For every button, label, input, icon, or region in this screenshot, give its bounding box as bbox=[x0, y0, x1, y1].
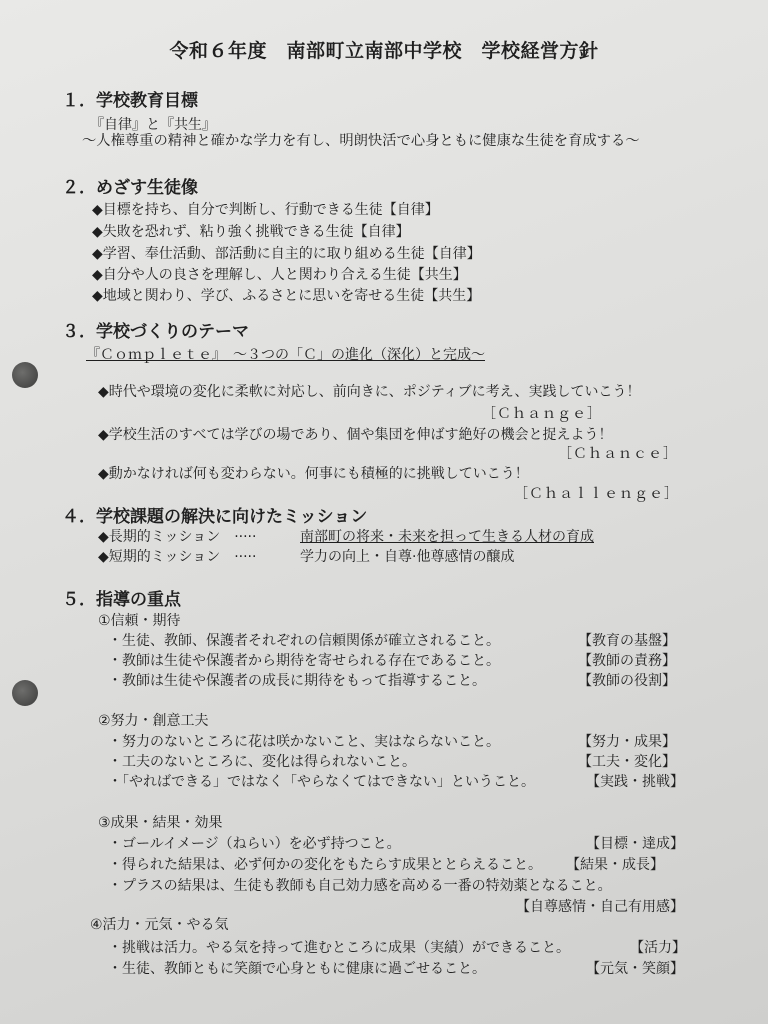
goal-keywords: 『自律』と『共生』 bbox=[90, 117, 216, 133]
student-item: ◆自分や人の良さを理解し、人と関わり合える生徒【共生】 bbox=[92, 267, 467, 283]
guidance-group-title: ①信頼・期待 bbox=[98, 613, 181, 629]
guidance-group-title: ③成果・結果・効果 bbox=[98, 815, 223, 831]
section-student-heading: ２．めざす生徒像 bbox=[62, 178, 198, 198]
mission-text-short: 学力の向上・自尊·他尊感情の醸成 bbox=[300, 549, 515, 565]
guidance-tag: 【活力】 bbox=[630, 940, 686, 956]
guidance-item: ・教師は生徒や保護者の成長に期待をもって指導すること。 bbox=[108, 673, 486, 689]
guidance-tag: 【努力・成果】 bbox=[578, 734, 676, 750]
theme-tag-challenge: ［Ｃｈａｌｌｅｎｇｅ］ bbox=[514, 486, 679, 502]
guidance-item: ・努力のないところに花は咲かないこと、実はならないこと。 bbox=[108, 734, 500, 750]
guidance-tag: 【教師の役割】 bbox=[578, 673, 676, 689]
section-guidance-heading: ５．指導の重点 bbox=[62, 590, 181, 610]
section-mission-heading: ４．学校課題の解決に向けたミッション bbox=[62, 507, 368, 527]
section-goal-heading: １．学校教育目標 bbox=[62, 91, 198, 111]
guidance-item: ・挑戦は活力。やる気を持って進むところに成果（実績）ができること。 bbox=[108, 940, 570, 956]
guidance-tag: 【工夫・変化】 bbox=[578, 754, 676, 770]
guidance-group-title: ④活力・元気・やる気 bbox=[90, 917, 229, 933]
guidance-item: ・ゴールイメージ（ねらい）を必ず持つこと。 bbox=[108, 836, 401, 852]
theme-subtitle: 『Ｃｏｍｐｌｅｔｅ』 〜３つの「Ｃ」の進化（深化）と完成〜 bbox=[86, 347, 485, 363]
section-theme-heading: ３．学校づくりのテーマ bbox=[62, 322, 249, 342]
guidance-item: ・生徒、教師、保護者それぞれの信頼関係が確立されること。 bbox=[108, 633, 500, 649]
guidance-item: ・工夫のないところに、変化は得られないこと。 bbox=[108, 754, 416, 770]
guidance-item: ・プラスの結果は、生徒も教師も自己効力感を高める一番の特効薬となること。 bbox=[108, 878, 612, 894]
student-item: ◆失敗を恐れず、粘り強く挑戦できる生徒【自律】 bbox=[92, 224, 410, 240]
punch-hole bbox=[12, 362, 38, 388]
goal-statement: 〜人権尊重の精神と確かな学力を有し、明朗快活で心身ともに健康な生徒を育成する〜 bbox=[82, 133, 640, 149]
mission-label-long: ◆長期的ミッション ····· bbox=[98, 529, 257, 545]
guidance-tag: 【教育の基盤】 bbox=[578, 633, 676, 649]
student-item: ◆学習、奉仕活動、部活動に自主的に取り組める生徒【自律】 bbox=[92, 246, 481, 262]
student-item: ◆地域と関わり、学び、ふるさとに思いを寄せる生徒【共生】 bbox=[92, 288, 481, 304]
guidance-tag: 【教師の責務】 bbox=[578, 653, 676, 669]
student-item: ◆目標を持ち、自分で判断し、行動できる生徒【自律】 bbox=[92, 202, 439, 218]
theme-item: ◆動かなければ何も変わらない。何事にも積極的に挑戦していこう！ bbox=[98, 466, 529, 482]
guidance-tag: 【元気・笑顔】 bbox=[586, 961, 684, 977]
document-title: 令和６年度 南部町立南部中学校 学校経営方針 bbox=[169, 40, 599, 62]
punch-hole bbox=[12, 680, 38, 706]
guidance-tag: 【結果・成長】 bbox=[566, 857, 664, 873]
guidance-tag: 【実践・挑戦】 bbox=[586, 774, 684, 790]
guidance-item: ・得られた結果は、必ず何かの変化をもたらす成果ととらえること。 bbox=[108, 857, 542, 873]
theme-item: ◆時代や環境の変化に柔軟に対応し、前向きに、ポジティブに考え、実践していこう！ bbox=[98, 384, 641, 400]
guidance-tag: 【目標・達成】 bbox=[586, 836, 684, 852]
guidance-item: ・「やればできる」ではなく「やらなくてはできない」ということ。 bbox=[108, 774, 535, 790]
guidance-item: ・生徒、教師ともに笑顔で心身ともに健康に過ごせること。 bbox=[108, 961, 486, 977]
theme-tag-change: ［Ｃｈａｎｇｅ］ bbox=[482, 406, 602, 422]
mission-label-short: ◆短期的ミッション ····· bbox=[98, 549, 257, 565]
theme-tag-chance: ［Ｃｈａｎｃｅ］ bbox=[558, 446, 678, 462]
mission-text-long: 南部町の将来・未来を担って生きる人材の育成 bbox=[300, 529, 594, 545]
guidance-group-title: ②努力・創意工夫 bbox=[98, 713, 209, 729]
guidance-tag: 【自尊感情・自己有用感】 bbox=[516, 899, 684, 915]
theme-item: ◆学校生活のすべては学びの場であり、個や集団を伸ばす絶好の機会と捉えよう！ bbox=[98, 427, 613, 443]
guidance-item: ・教師は生徒や保護者から期待を寄せられる存在であること。 bbox=[108, 653, 500, 669]
